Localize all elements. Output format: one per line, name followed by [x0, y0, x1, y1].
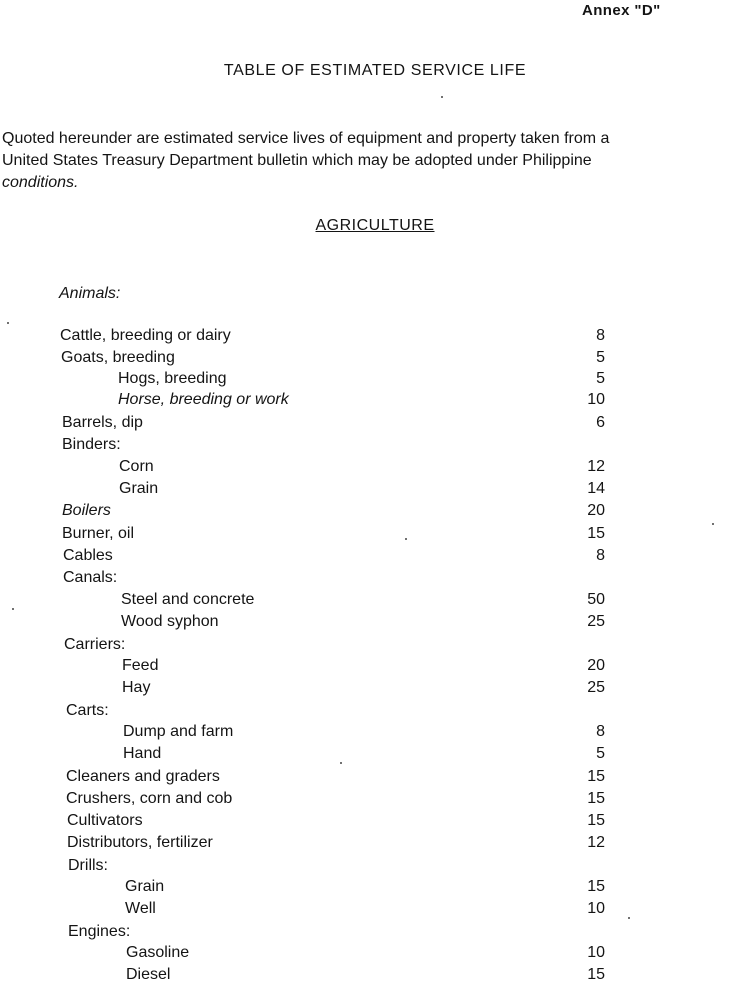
table-row — [0, 922, 750, 942]
table-row — [0, 722, 750, 742]
item-label: Hand — [123, 745, 162, 762]
table-row — [0, 546, 750, 566]
item-label: Engines: — [68, 923, 131, 940]
table-row — [0, 744, 750, 764]
item-label: Cultivators — [67, 812, 143, 829]
table-row — [0, 899, 750, 919]
scan-speck — [12, 608, 14, 610]
scan-speck — [441, 96, 443, 98]
item-value: 5 — [596, 370, 605, 387]
item-label: Grain — [119, 480, 159, 497]
table-row — [0, 767, 750, 787]
table-row — [0, 678, 750, 698]
item-label: Carts: — [66, 702, 109, 719]
table-row — [0, 348, 750, 368]
item-label: Dump and farm — [123, 723, 234, 740]
table-row — [0, 833, 750, 853]
annex-label: Annex "D" — [582, 2, 661, 19]
animals-heading: Animals: — [59, 285, 121, 302]
item-label: Carriers: — [64, 636, 126, 653]
item-label: Well — [125, 900, 156, 917]
item-label: Burner, oil — [62, 525, 135, 542]
intro-line: Quoted hereunder are estimated service lives of equipment and property taken from a — [2, 130, 610, 147]
item-label: Hay — [122, 679, 151, 696]
item-label: Cleaners and graders — [66, 768, 220, 785]
item-value: 10 — [587, 391, 605, 408]
item-value: 25 — [587, 679, 605, 696]
item-label: Wood syphon — [121, 613, 219, 630]
table-row — [0, 369, 750, 389]
table-row — [0, 877, 750, 897]
item-label: Hogs, breeding — [118, 370, 227, 387]
table-row — [0, 612, 750, 632]
item-label: Cattle, breeding or dairy — [60, 327, 231, 344]
item-label: Distributors, fertilizer — [67, 834, 213, 851]
table-row — [0, 656, 750, 676]
item-value: 10 — [587, 944, 605, 961]
item-value: 10 — [587, 900, 605, 917]
item-label: Gasoline — [126, 944, 190, 961]
item-value: 15 — [587, 966, 605, 983]
table-row — [0, 856, 750, 876]
item-label: Barrels, dip — [62, 414, 143, 431]
item-label: Goats, breeding — [61, 349, 175, 366]
item-label: Steel and concrete — [121, 591, 255, 608]
item-value: 50 — [587, 591, 605, 608]
item-value: 15 — [587, 878, 605, 895]
item-value: 6 — [596, 414, 605, 431]
table-row — [0, 501, 750, 521]
item-label: Grain — [125, 878, 165, 895]
intro-line: United States Treasury Department bulletin which may be adopted under Philippine — [2, 152, 592, 169]
table-row — [0, 524, 750, 544]
item-value: 8 — [596, 327, 605, 344]
table-row — [0, 457, 750, 477]
item-label: Feed — [122, 657, 159, 674]
item-value: 15 — [587, 790, 605, 807]
table-row — [0, 326, 750, 346]
item-value: 8 — [596, 547, 605, 564]
item-value: 5 — [596, 349, 605, 366]
scan-speck — [628, 917, 630, 919]
item-value: 12 — [587, 458, 605, 475]
item-label: Binders: — [62, 436, 121, 453]
scan-speck — [405, 538, 407, 540]
item-label: Cables — [63, 547, 113, 564]
item-label: Boilers — [62, 502, 111, 519]
item-value: 14 — [587, 480, 605, 497]
table-row — [0, 789, 750, 809]
table-row — [0, 701, 750, 721]
item-label: Canals: — [63, 569, 118, 586]
intro-line: conditions. — [2, 174, 79, 191]
table-row — [0, 568, 750, 588]
table-row — [0, 479, 750, 499]
table-row — [0, 635, 750, 655]
category-heading — [0, 284, 750, 304]
item-value: 15 — [587, 812, 605, 829]
table-row — [0, 943, 750, 963]
item-label: Drills: — [68, 857, 108, 874]
item-label: Crushers, corn and cob — [66, 790, 233, 807]
item-label: Corn — [119, 458, 154, 475]
item-value: 20 — [587, 657, 605, 674]
section-heading: AGRICULTURE — [315, 217, 435, 234]
table-row — [0, 413, 750, 433]
table-row — [0, 435, 750, 455]
item-label: Diesel — [126, 966, 171, 983]
item-value: 12 — [587, 834, 605, 851]
item-value: 25 — [587, 613, 605, 630]
item-label: Horse, breeding or work — [118, 391, 289, 408]
intro-paragraph — [2, 128, 750, 194]
table-row — [0, 965, 750, 985]
item-value: 20 — [587, 502, 605, 519]
scan-speck — [7, 322, 9, 324]
item-value: 15 — [587, 768, 605, 785]
scan-speck — [340, 762, 342, 764]
table-row — [0, 590, 750, 610]
item-value: 5 — [596, 745, 605, 762]
scan-speck — [712, 523, 714, 525]
item-value: 8 — [596, 723, 605, 740]
page-title: TABLE OF ESTIMATED SERVICE LIFE — [223, 62, 527, 79]
table-row — [0, 811, 750, 831]
item-value: 15 — [587, 525, 605, 542]
table-row — [0, 390, 750, 410]
